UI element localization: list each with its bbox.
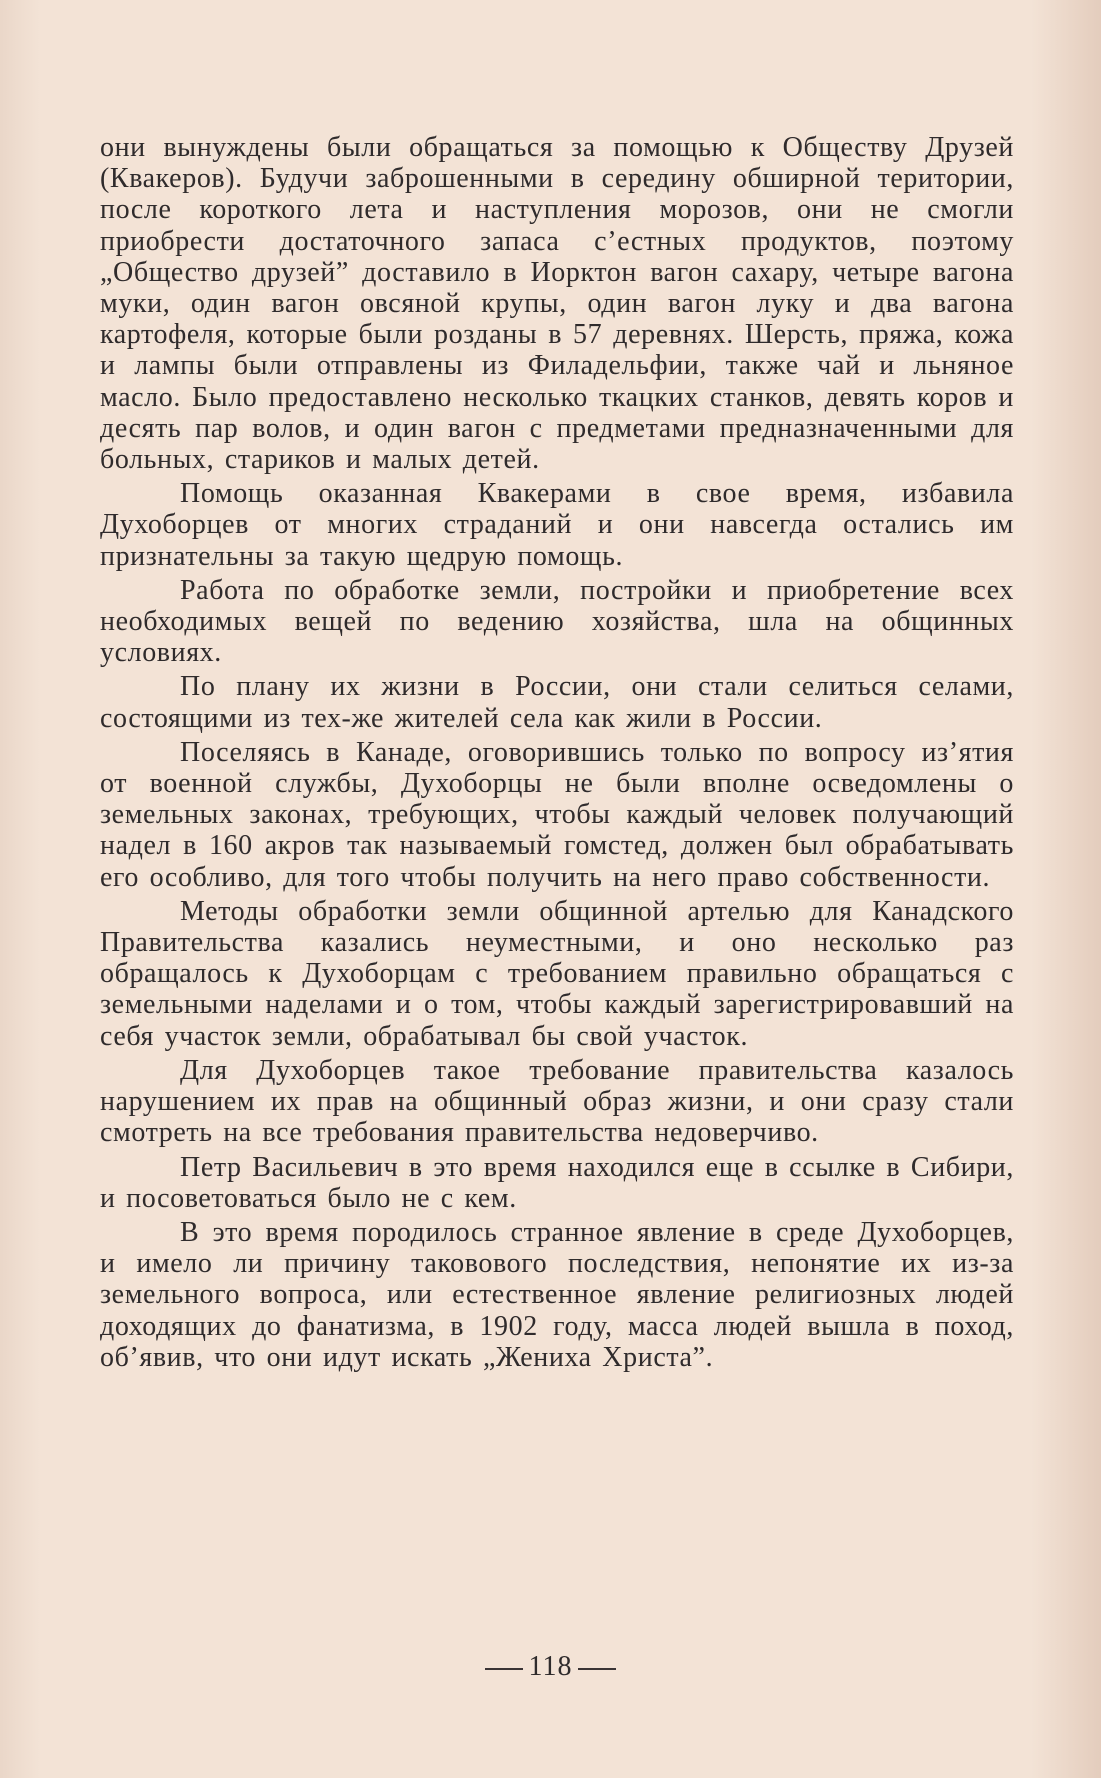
paragraph-gratitude: Помощь оказанная Квакерами в свое время, избавила Духоборцев от многих страданий и они навсегда остались им признательны за такую щедрую помощь. [100,478,1014,572]
paragraph-exile: Петр Васильевич в это время находился еще в ссылке в Сибири, и посоветоваться было не с кем. [100,1151,1014,1214]
paragraph-distrust: Для Духоборцев такое требование правительства казалось нарушением их прав на общинный образ жизни, и они сразу стали смотреть на все требования правительства недоверчиво. [100,1054,1014,1149]
paragraph-1902-march: В это время породилось странное явление в среде Духоборцев, и имело ли причину таковового последствия, непонятие их из-за земельного вопроса, или естественное явление религиозных людей доходящих до фанатизма, в 1902 году, масса людей вышла в поход, об’явив, что они идут искать „Жениха Христа”. [100,1216,1014,1373]
page-number-dash-right [578,1668,616,1670]
body-text [100,132,1014,1376]
page-edge-shadow-right [1031,0,1101,1778]
page-number-value: 118 [528,1651,573,1682]
paragraph-land-laws: Поселяясь в Канаде, оговорившись только по вопросу из’ятия от военной службы, Духоборцы не были вполне осведомлены о земельных законах, требующих, чтобы каждый человек получающий надел в 160 акров так называемый гомстед, должен был обрабатывать его особливо, для того чтобы получить на него право собственности. [100,736,1014,893]
paragraph-government-demands: Методы обработки земли общинной артелью для Канадского Правительства казались неуместными, и оно несколько раз обращалось к Духоборцам с требованием правильно обращаться с земельными наделами и о том, чтобы каждый зарегистрировавший на себя участок земли, обрабатывал бы свой участок. [100,895,1014,1052]
page-number-dash-left [485,1668,523,1670]
page-edge-shadow-left [0,0,40,1778]
paragraph-communal-work: Работа по обработке земли, постройки и приобретение всех необходимых вещей по ведению хозяйства, шла на общинных условиях. [100,574,1014,669]
paragraph-quakers-aid-continued: они вынуждены были обращаться за помощью к Обществу Друзей (Квакеров). Будучи заброшенными в середину обширной територии, после короткого лета и наступления морозов, они не смогли приобрести достаточного запаса с’естных продуктов, поэтому „Общество друзей” доставило в Иорктон вагон сахару, четыре вагона муки, один вагон овсяной крупы, один вагон луку и два вагона картофеля, которые были розданы в 57 деревнях. Шерсть, пряжа, кожа и лампы были отправлены из Филадельфии, также чай и льняное масло. Было предоставлено несколько ткацких станков, девять коров и десять пар волов, и один вагон с предметами предназначенными для больных, стариков и малых детей. [100,132,1014,476]
page-number [0,1651,1101,1683]
paragraph-village-settlement: По плану их жизни в России, они стали селиться селами, состоящими из тех-же жителей села как жили в России. [100,671,1014,734]
